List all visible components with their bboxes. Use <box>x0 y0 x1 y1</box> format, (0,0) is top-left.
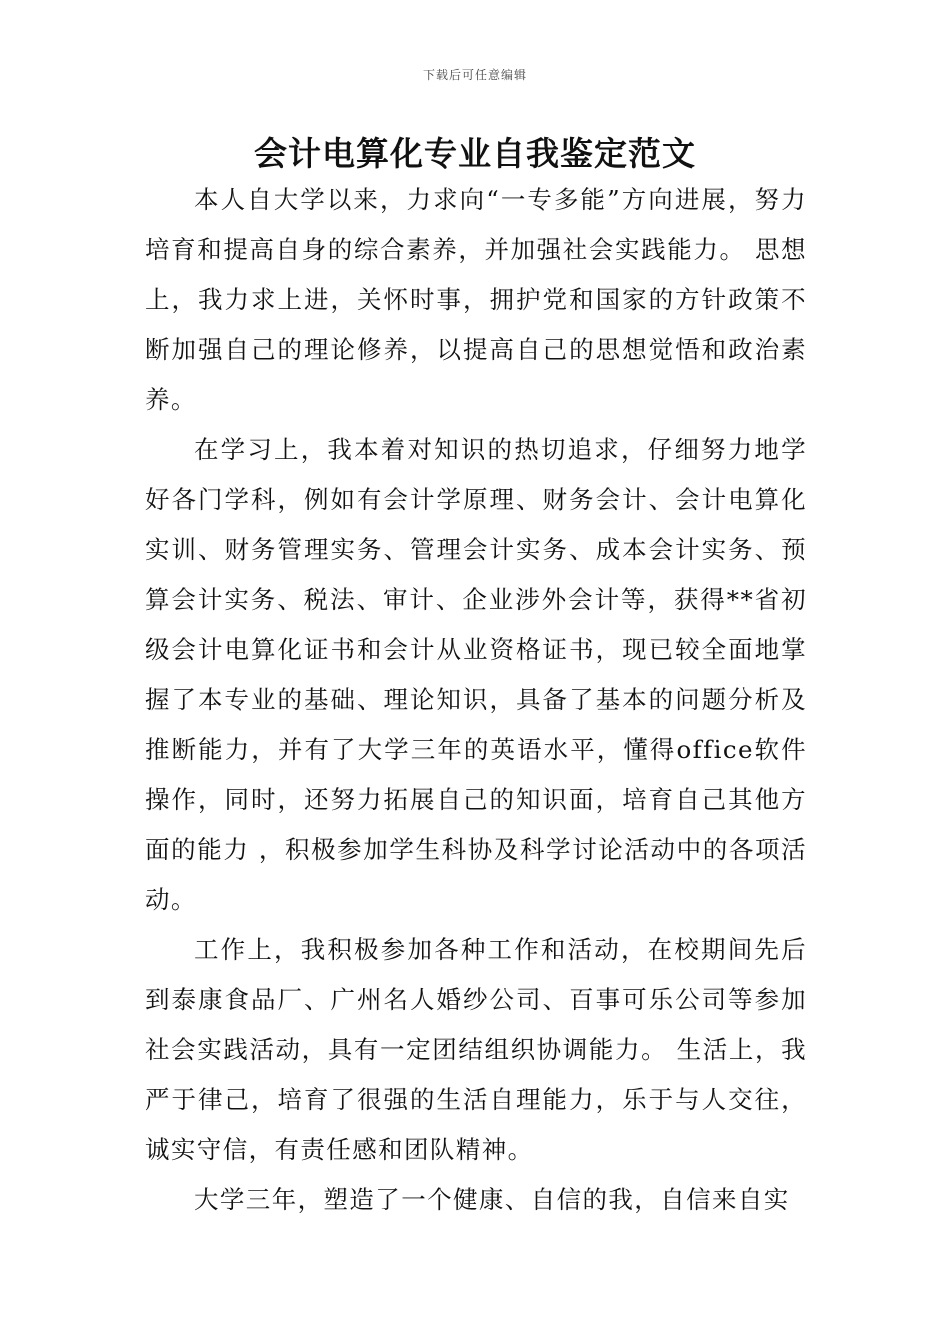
paragraph-3: 工作上，我积极参加各种工作和活动，在校期间先后到泰康食品厂、广州名人婚纱公司、百事可乐公司等参加社会实践活动，具有一定团结组织协调能力。 生活上，我严于律己，培育了很强的生活自理能力，乐于与人交往，诚实守信，有责任感和团队精神。 <box>145 935 807 1164</box>
paragraph-2: 在学习上，我本着对知识的热切追求，仔细努力地学好各门学科，例如有会计学原理、财务会计、会计电算化实训、财务管理实务、管理会计实务、成本会计实务、预算会计实务、税法、审计、企业涉外会计等，获得**省初级会计电算化证书和会计从业资格证书，现已较全面地掌握了本专业的基础、理论知识，具备了基本的问题分析及推断能力，并有了大学三年的英语水平，懂得office软件操作，同时，还努力拓展自己的知识面，培育自己其他方面的能力 ，积极参加学生科协及科学讨论活动中的各项活动。 <box>145 435 807 914</box>
paragraph-4: 大学三年，塑造了一个健康、自信的我，自信来自实 <box>194 1185 790 1214</box>
paragraph-1: 本人自大学以来，力求向“一专多能”方向进展，努力培育和提高自身的综合素养，并加强社会实践能力。 思想上，我力求上进，关怀时事，拥护党和国家的方针政策不断加强自己的理论修养，以提高自己的思想觉悟和政治素养。 <box>145 185 807 414</box>
document-title: 会计电算化专业自我鉴定范文 <box>254 134 696 173</box>
document-body <box>145 175 807 1225</box>
header-note: 下载后可任意编辑 <box>422 68 527 82</box>
